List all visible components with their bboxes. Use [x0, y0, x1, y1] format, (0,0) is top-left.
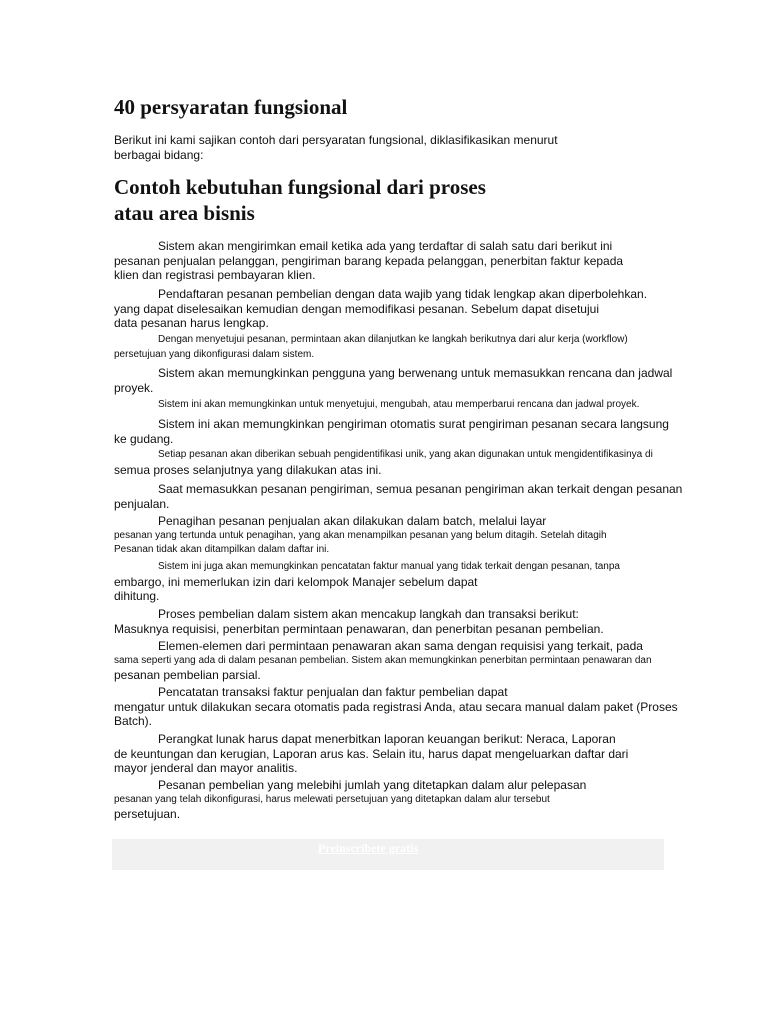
requirement-text: yang dapat diselesaikan kemudian dengan memodifikasi pesanan. Sebelum dapat disetujui [114, 301, 599, 316]
requirement-text: Sistem ini juga akan memungkinkan pencatatan faktur manual yang tidak terkait dengan pesanan, tanpa [158, 561, 620, 572]
requirement-text: mayor jenderal dan mayor analitis. [114, 761, 298, 775]
requirement-line [114, 497, 724, 512]
signup-link[interactable]: Preinscríbete gratis [318, 841, 419, 855]
requirement-text: Pesanan tidak akan ditampilkan dalam daftar ini. [114, 544, 330, 555]
requirement-line [114, 668, 724, 683]
requirement-line [114, 714, 724, 729]
requirement-line [114, 348, 724, 363]
requirement-text: persetujuan. [114, 807, 181, 821]
requirement-text: pesanan pembelian parsial. [114, 668, 261, 682]
requirement-text: sama seperti yang ada di dalam pesanan pembelian. Sistem akan memungkinkan penerbitan permintaan penawaran dan [114, 654, 652, 666]
requirement-item [114, 448, 724, 477]
requirement-line [114, 607, 724, 622]
requirement-item [114, 732, 724, 776]
requirement-line [114, 239, 724, 254]
requirement-text: pesanan yang telah dikonfigurasi, harus melewati persetujuan yang ditetapkan dalam alur tersebut [114, 793, 550, 805]
requirement-text: embargo, ini memerlukan izin dari kelompok Manajer sebelum dapat [114, 574, 478, 589]
requirement-text: Perangkat lunak harus dapat menerbitkan laporan keuangan berikut: Neraca, Laporan [158, 732, 616, 746]
requirement-item [114, 482, 724, 511]
requirement-text: Penagihan pesanan penjualan akan dilakukan dalam batch, melalui layar [158, 514, 547, 528]
requirement-line [114, 268, 724, 283]
document-title: 40 persyaratan fungsional [114, 95, 348, 119]
requirement-text: klien dan registrasi pembayaran klien. [114, 268, 316, 282]
requirement-line [114, 398, 724, 413]
requirement-text: mengatur untuk dilakukan secara otomatis pada registrasi Anda, atau secara manual dalam paket (Proses [114, 699, 678, 714]
requirement-line [114, 778, 724, 793]
requirement-line [114, 417, 724, 432]
requirement-line [114, 575, 724, 590]
requirement-line [114, 482, 724, 497]
requirement-item [114, 514, 724, 558]
requirement-text: Sistem akan mengirimkan email ketika ada yang terdaftar di salah satu dari berikut ini [158, 239, 613, 253]
requirement-line [114, 543, 724, 558]
requirement-text: de keuntungan dan kerugian, Laporan arus kas. Selain itu, harus dapat mengeluarkan daftar dari [114, 746, 629, 761]
requirement-text: Batch). [114, 714, 153, 728]
requirement-item [114, 607, 724, 636]
requirement-item [114, 639, 724, 683]
requirement-text: ke gudang. [114, 431, 174, 446]
requirement-item [114, 333, 724, 362]
requirement-line [114, 732, 724, 747]
requirement-line [114, 381, 724, 396]
requirement-line [114, 622, 724, 637]
requirement-text: data pesanan harus lengkap. [114, 316, 269, 330]
requirement-text: Sistem ini akan memungkinkan pengiriman otomatis surat pengiriman pesanan secara langsung [158, 417, 669, 431]
requirement-text: Proses pembelian dalam sistem akan mencakup langkah dan transaksi berikut: [158, 607, 579, 621]
requirement-line [114, 685, 724, 700]
requirement-line [114, 463, 724, 478]
requirement-text: Pencatatan transaksi faktur penjualan dan faktur pembelian dapat [158, 685, 508, 699]
requirement-item [114, 560, 724, 604]
requirement-line [114, 560, 724, 575]
requirement-line [114, 700, 724, 715]
requirement-line [114, 302, 724, 317]
requirement-line [114, 639, 724, 654]
requirement-line [114, 316, 724, 331]
requirement-line [114, 747, 724, 762]
requirement-line [114, 287, 724, 302]
requirement-text: Setiap pesanan akan diberikan sebuah pengidentifikasi unik, yang akan digunakan untuk mengidentifikasinya di [158, 449, 653, 460]
requirement-item [114, 239, 724, 283]
requirement-line [114, 254, 724, 269]
requirement-line [114, 761, 724, 776]
requirement-line [114, 333, 724, 348]
requirement-text: dihitung. [114, 589, 160, 603]
requirement-text: pesanan yang tertunda untuk penagihan, yang akan menampilkan pesanan yang belum ditagih. Setelah ditagih [114, 529, 607, 541]
requirement-line [114, 589, 724, 604]
requirement-line [114, 529, 724, 544]
requirement-line [114, 793, 724, 808]
requirement-text: pesanan penjualan pelanggan, pengiriman barang kepada pelanggan, penerbitan faktur kepada [114, 253, 624, 268]
requirement-item [114, 685, 724, 729]
requirement-line [114, 448, 724, 463]
requirement-item [114, 366, 724, 395]
requirement-text: Pesanan pembelian yang melebihi jumlah yang ditetapkan dalam alur pelepasan [158, 778, 587, 792]
requirement-text: Dengan menyetujui pesanan, permintaan akan dilanjutkan ke langkah berikutnya dari alur kerja (workflow) [158, 334, 628, 345]
requirement-line [114, 514, 724, 529]
requirement-text: semua proses selanjutnya yang dilakukan atas ini. [114, 462, 382, 477]
requirement-text: Masuknya requisisi, penerbitan permintaan penawaran, dan penerbitan pesanan pembelian. [114, 621, 604, 636]
requirement-text: Sistem ini akan memungkinkan untuk menyetujui, mengubah, atau memperbarui rencana dan jadwal proyek. [158, 399, 640, 410]
signup-banner[interactable] [112, 839, 664, 870]
requirement-text: Elemen-elemen dari permintaan penawaran akan sama dengan requisisi yang terkait, pada [158, 639, 643, 653]
requirement-item [114, 287, 724, 331]
requirement-text: proyek. [114, 380, 154, 395]
requirement-text: Sistem akan memungkinkan pengguna yang berwenang untuk memasukkan rencana dan jadwal [158, 366, 673, 380]
requirement-item [114, 778, 724, 822]
requirement-line [114, 366, 724, 381]
requirement-item [114, 398, 724, 413]
intro-paragraph: Berikut ini kami sajikan contoh dari persyaratan fungsional, diklasifikasikan menurut berbagai bidang: [114, 133, 558, 162]
requirement-line [114, 432, 724, 447]
section-heading: Contoh kebutuhan fungsional dari proses atau area bisnis [114, 175, 486, 225]
requirement-text: persetujuan yang dikonfigurasi dalam sistem. [114, 348, 315, 360]
requirement-item [114, 417, 724, 446]
requirement-line [114, 654, 724, 669]
requirement-line [114, 807, 724, 822]
requirement-text: Pendaftaran pesanan pembelian dengan data wajib yang tidak lengkap akan diperbolehkan. [158, 287, 648, 301]
requirement-text: penjualan. [114, 496, 170, 511]
requirement-text: Saat memasukkan pesanan pengiriman, semua pesanan pengiriman akan terkait dengan pesanan [158, 482, 683, 496]
